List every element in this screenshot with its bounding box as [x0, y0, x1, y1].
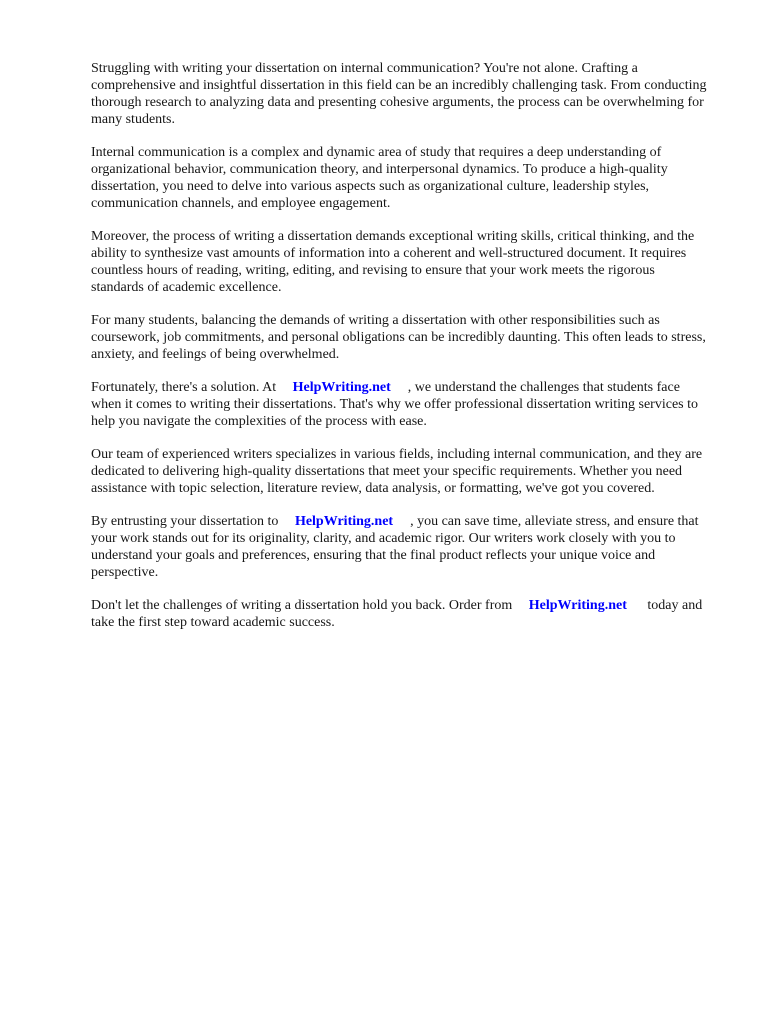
paragraph-benefits: [91, 513, 709, 581]
paragraph-text: Fortunately, there's a solution. At: [91, 380, 280, 395]
helpwriting-link[interactable]: HelpWriting.net: [292, 380, 391, 395]
paragraph-call-to-action: [91, 597, 709, 631]
paragraph-text: Don't let the challenges of writing a dissertation hold you back. Order from: [91, 598, 516, 613]
document-body: [91, 60, 709, 631]
paragraph-text: , we understand the challenges that students face when it comes to writing their dissertations. That's why we offer professional dissertation writing services to help you navigate the complexities of the process with ease.: [91, 380, 698, 429]
helpwriting-link[interactable]: HelpWriting.net: [528, 598, 627, 613]
paragraph-text: Struggling with writing your dissertation on internal communication? You're not alone. Crafting a comprehensive and insightful dissertation in this field can be an incredibly challenging task. From conducting thorough research to analyzing data and presenting cohesive arguments, the process can be overwhelming for many students.: [91, 61, 707, 127]
paragraph-team: [91, 446, 709, 497]
paragraph-text: today and take the first step toward academic success.: [91, 598, 703, 630]
helpwriting-link[interactable]: HelpWriting.net: [294, 514, 394, 529]
paragraph-text: Our team of experienced writers specializes in various fields, including internal communication, and they are dedicated to delivering high-quality dissertations that meet your specific requirements. Whether you need assistance with topic selection, literature review, data analysis, or formatting, we've got you covered.: [91, 447, 703, 496]
paragraph-text: Internal communication is a complex and dynamic area of study that requires a deep understanding of organizational behavior, communication theory, and interpersonal dynamics. To produce a high-quality dissertation, you need to delve into various aspects such as organizational culture, leadership styles, communication channels, and employee engagement.: [91, 145, 668, 211]
paragraph-text: Moreover, the process of writing a dissertation demands exceptional writing skills, critical thinking, and the ability to synthesize vast amounts of information into a coherent and well-structured document. It requires countless hours of reading, writing, editing, and revising to ensure that your work meets the rigorous standards of academic excellence.: [91, 229, 695, 295]
paragraph-text: By entrusting your dissertation to: [91, 514, 282, 529]
paragraph-student-burden: [91, 312, 709, 363]
paragraph-solution: [91, 379, 709, 430]
paragraph-intro: [91, 60, 709, 128]
paragraph-text: , you can save time, alleviate stress, and ensure that your work stands out for its originality, clarity, and academic rigor. Our writers work closely with you to understand your goals and preferences, ensuring that the final product reflects your unique voice and perspective.: [91, 514, 699, 580]
paragraph-topic-complexity: [91, 144, 709, 212]
paragraph-text: For many students, balancing the demands of writing a dissertation with other responsibilities such as coursework, job commitments, and personal obligations can be incredibly daunting. This often leads to stress, anxiety, and feelings of being overwhelmed.: [91, 313, 706, 362]
paragraph-writing-demands: [91, 228, 709, 296]
